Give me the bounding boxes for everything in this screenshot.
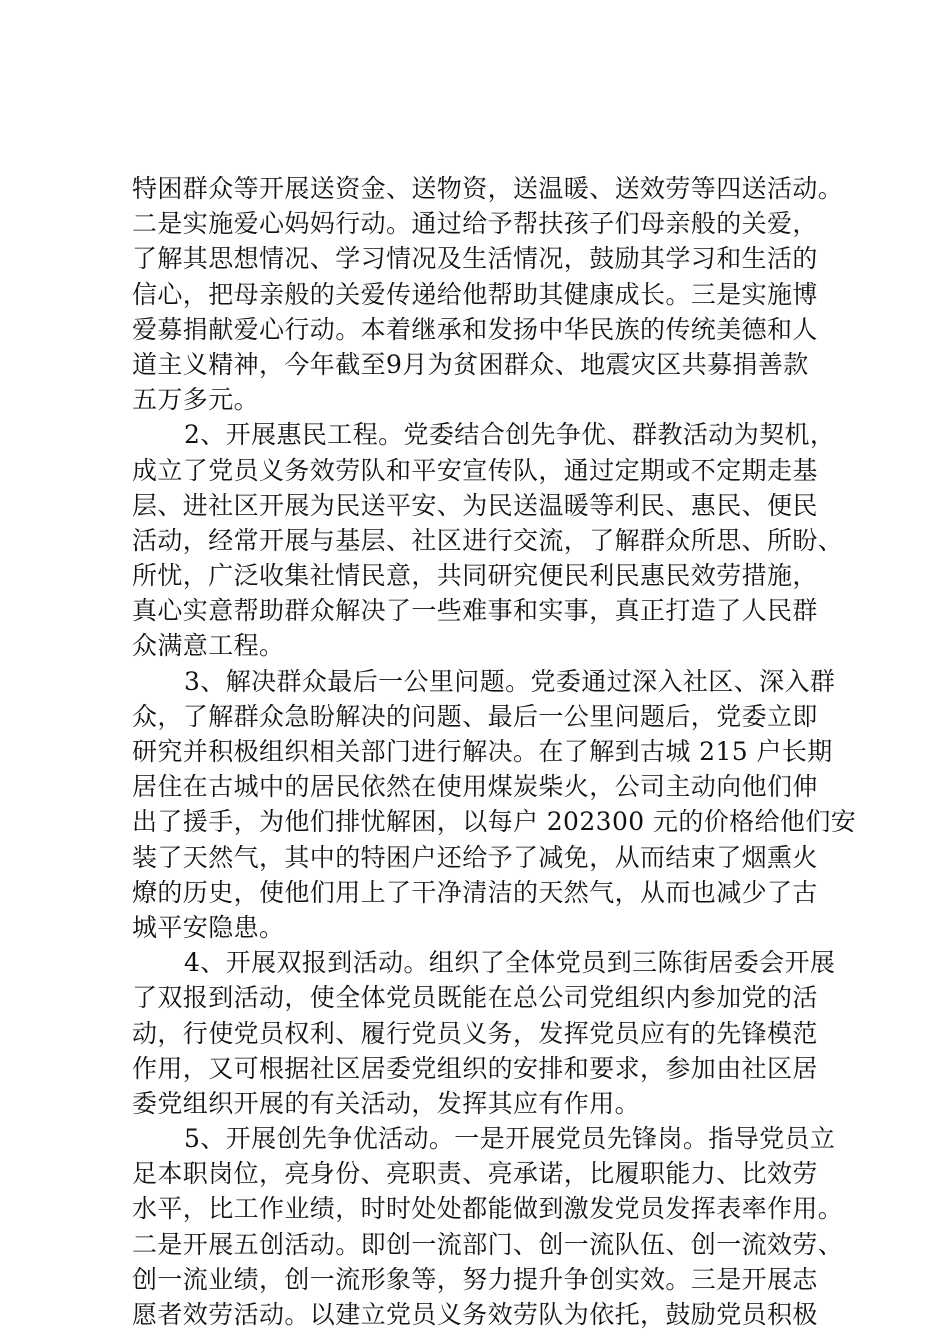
text-line: 活动，经常开展与基层、社区进行交流，了解群众所思、所盼、 bbox=[132, 525, 844, 555]
text-line: 特困群众等开展送资金、送物资，送温暖、送效劳等四送活动。 bbox=[132, 174, 844, 203]
text-line: 爱募捐献爱心行动。本着继承和发扬中华民族的传统美德和人 bbox=[132, 314, 818, 344]
text-line: 真心实意帮助群众解决了一些难事和实事，真正打造了人民群 bbox=[132, 596, 818, 626]
text-line: 作用，又可根据社区居委党组织的安排和要求，参加由社区居 bbox=[132, 1053, 818, 1083]
text-line: 所忧，广泛收集社情民意，共同研究便民利民惠民效劳措施， bbox=[132, 561, 818, 591]
text-line: 了解其思想情况、学习情况及生活情况，鼓励其学习和生活的 bbox=[132, 244, 818, 274]
text-line: 创一流业绩，创一流形象等，努力提升争创实效。三是开展志 bbox=[132, 1264, 818, 1294]
text-line: 动，行使党员权利、履行党员义务，发挥党员应有的先锋模范 bbox=[132, 1018, 818, 1048]
text-line: 燎的历史，使他们用上了干净清洁的天然气，从而也减少了古 bbox=[132, 877, 818, 907]
text-line: 了双报到活动，使全体党员既能在总公司党组织内参加党的活 bbox=[132, 983, 818, 1013]
text-line: 众，了解群众急盼解决的问题、最后一公里问题后，党委立即 bbox=[132, 701, 818, 731]
text-line: 水平，比工作业绩，时时处处都能做到激发党员发挥表率作用。 bbox=[132, 1194, 844, 1224]
text-line: 出了援手，为他们排忧解困，以每户 202300 元的价格给他们安 bbox=[132, 807, 857, 837]
text-line: 愿者效劳活动。以建立党员义务效劳队为依托，鼓励党员积极 bbox=[132, 1300, 818, 1329]
text-line: 二是开展五创活动。即创一流部门、创一流队伍、创一流效劳、 bbox=[132, 1229, 844, 1259]
text-line: 居住在古城中的居民依然在使用煤炭柴火，公司主动向他们伸 bbox=[132, 772, 818, 802]
text-line: 研究并积极组织相关部门进行解决。在了解到古城 215 户长期 bbox=[132, 737, 833, 766]
text-line: 足本职岗位，亮身份、亮职责、亮承诺，比履职能力、比效劳 bbox=[132, 1159, 818, 1189]
text-line: 层、进社区开展为民送平安、为民送温暖等利民、惠民、便民 bbox=[132, 490, 818, 520]
text-line: 信心，把母亲般的关爱传递给他帮助其健康成长。三是实施博 bbox=[132, 279, 818, 309]
text-line: 众满意工程。 bbox=[132, 631, 285, 661]
text-line: 二是实施爱心妈妈行动。通过给予帮扶孩子们母亲般的关爱， bbox=[132, 209, 818, 239]
text-line: 装了天然气，其中的特困户还给予了减免，从而结束了烟熏火 bbox=[132, 842, 818, 872]
paragraph-first-line: 2、开展惠民工程。党委结合创先争优、群教活动为契机， bbox=[184, 420, 836, 450]
paragraph-first-line: 4、开展双报到活动。组织了全体党员到三陈街居委会开展 bbox=[184, 948, 836, 978]
paragraph-first-line: 3、解决群众最后一公里问题。党委通过深入社区、深入群 bbox=[184, 666, 836, 696]
text-line: 五万多元。 bbox=[132, 385, 260, 415]
paragraph-first-line: 5、开展创先争优活动。一是开展党员先锋岗。指导党员立 bbox=[184, 1124, 836, 1154]
text-line: 道主义精神，今年截至9月为贫困群众、地震灾区共募捐善款 bbox=[132, 349, 809, 379]
text-line: 城平安隐患。 bbox=[132, 912, 285, 942]
document-body bbox=[132, 171, 857, 1332]
text-line: 成立了党员义务效劳队和平安宣传队，通过定期或不定期走基 bbox=[132, 455, 818, 485]
text-line: 委党组织开展的有关活动，发挥其应有作用。 bbox=[132, 1088, 641, 1118]
